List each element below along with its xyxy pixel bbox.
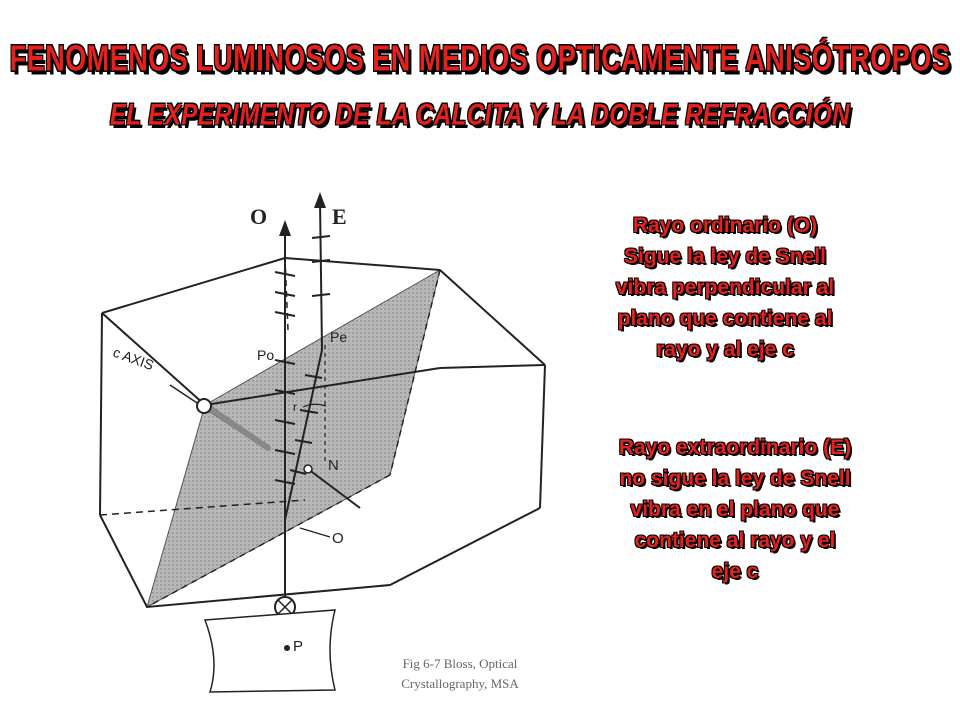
note-line: Sigue la ley de Snell: [624, 245, 826, 268]
label-o: O: [250, 204, 268, 229]
principal-section-plane: [147, 270, 440, 607]
note-line: vibra perpendicular al: [615, 276, 835, 299]
caption-line: Crystallography, MSA: [401, 676, 519, 691]
label-pe: Pe: [330, 329, 348, 345]
calcite-diagram: [0, 180, 560, 700]
slide-subtitle: EL EXPERIMENTO DE LA CALCITA Y LA DOBLE REFRACCIÓN: [109, 98, 851, 132]
extraordinary-ray-note: [585, 432, 885, 587]
ordinary-ray-note: [575, 210, 875, 365]
e-arrow-head: [314, 192, 326, 208]
note-line: plano que contiene al: [617, 307, 833, 330]
note-line: no sigue la ley de Snell: [619, 467, 851, 490]
label-p: P: [293, 638, 304, 655]
caption-line: Fig 6-7 Bloss, Optical: [402, 656, 518, 671]
label-e: E: [332, 204, 347, 229]
c-axis-point: [197, 399, 211, 413]
note-line: Rayo ordinario (O): [632, 214, 818, 237]
slide-title: FENOMENOS LUMINOSOS EN MEDIOS OPTICAMENTE ANISÓTROPOS: [9, 38, 951, 79]
note-line: eje c: [711, 560, 759, 583]
label-r: r: [293, 400, 297, 414]
label-c-axis: c AXIS: [110, 343, 156, 374]
note-line: Rayo extraordinario (E): [618, 436, 852, 459]
label-o-point: O: [332, 530, 344, 547]
label-po: Po: [257, 347, 275, 363]
o-arrow-head: [279, 220, 291, 236]
note-line: vibra en el plano que: [630, 498, 840, 521]
label-n: N: [328, 457, 339, 474]
paper-sheet: [205, 610, 335, 692]
note-line: contiene al rayo y el: [634, 529, 836, 552]
note-line: rayo y al eje c: [656, 338, 794, 361]
figure-caption: [380, 654, 540, 694]
